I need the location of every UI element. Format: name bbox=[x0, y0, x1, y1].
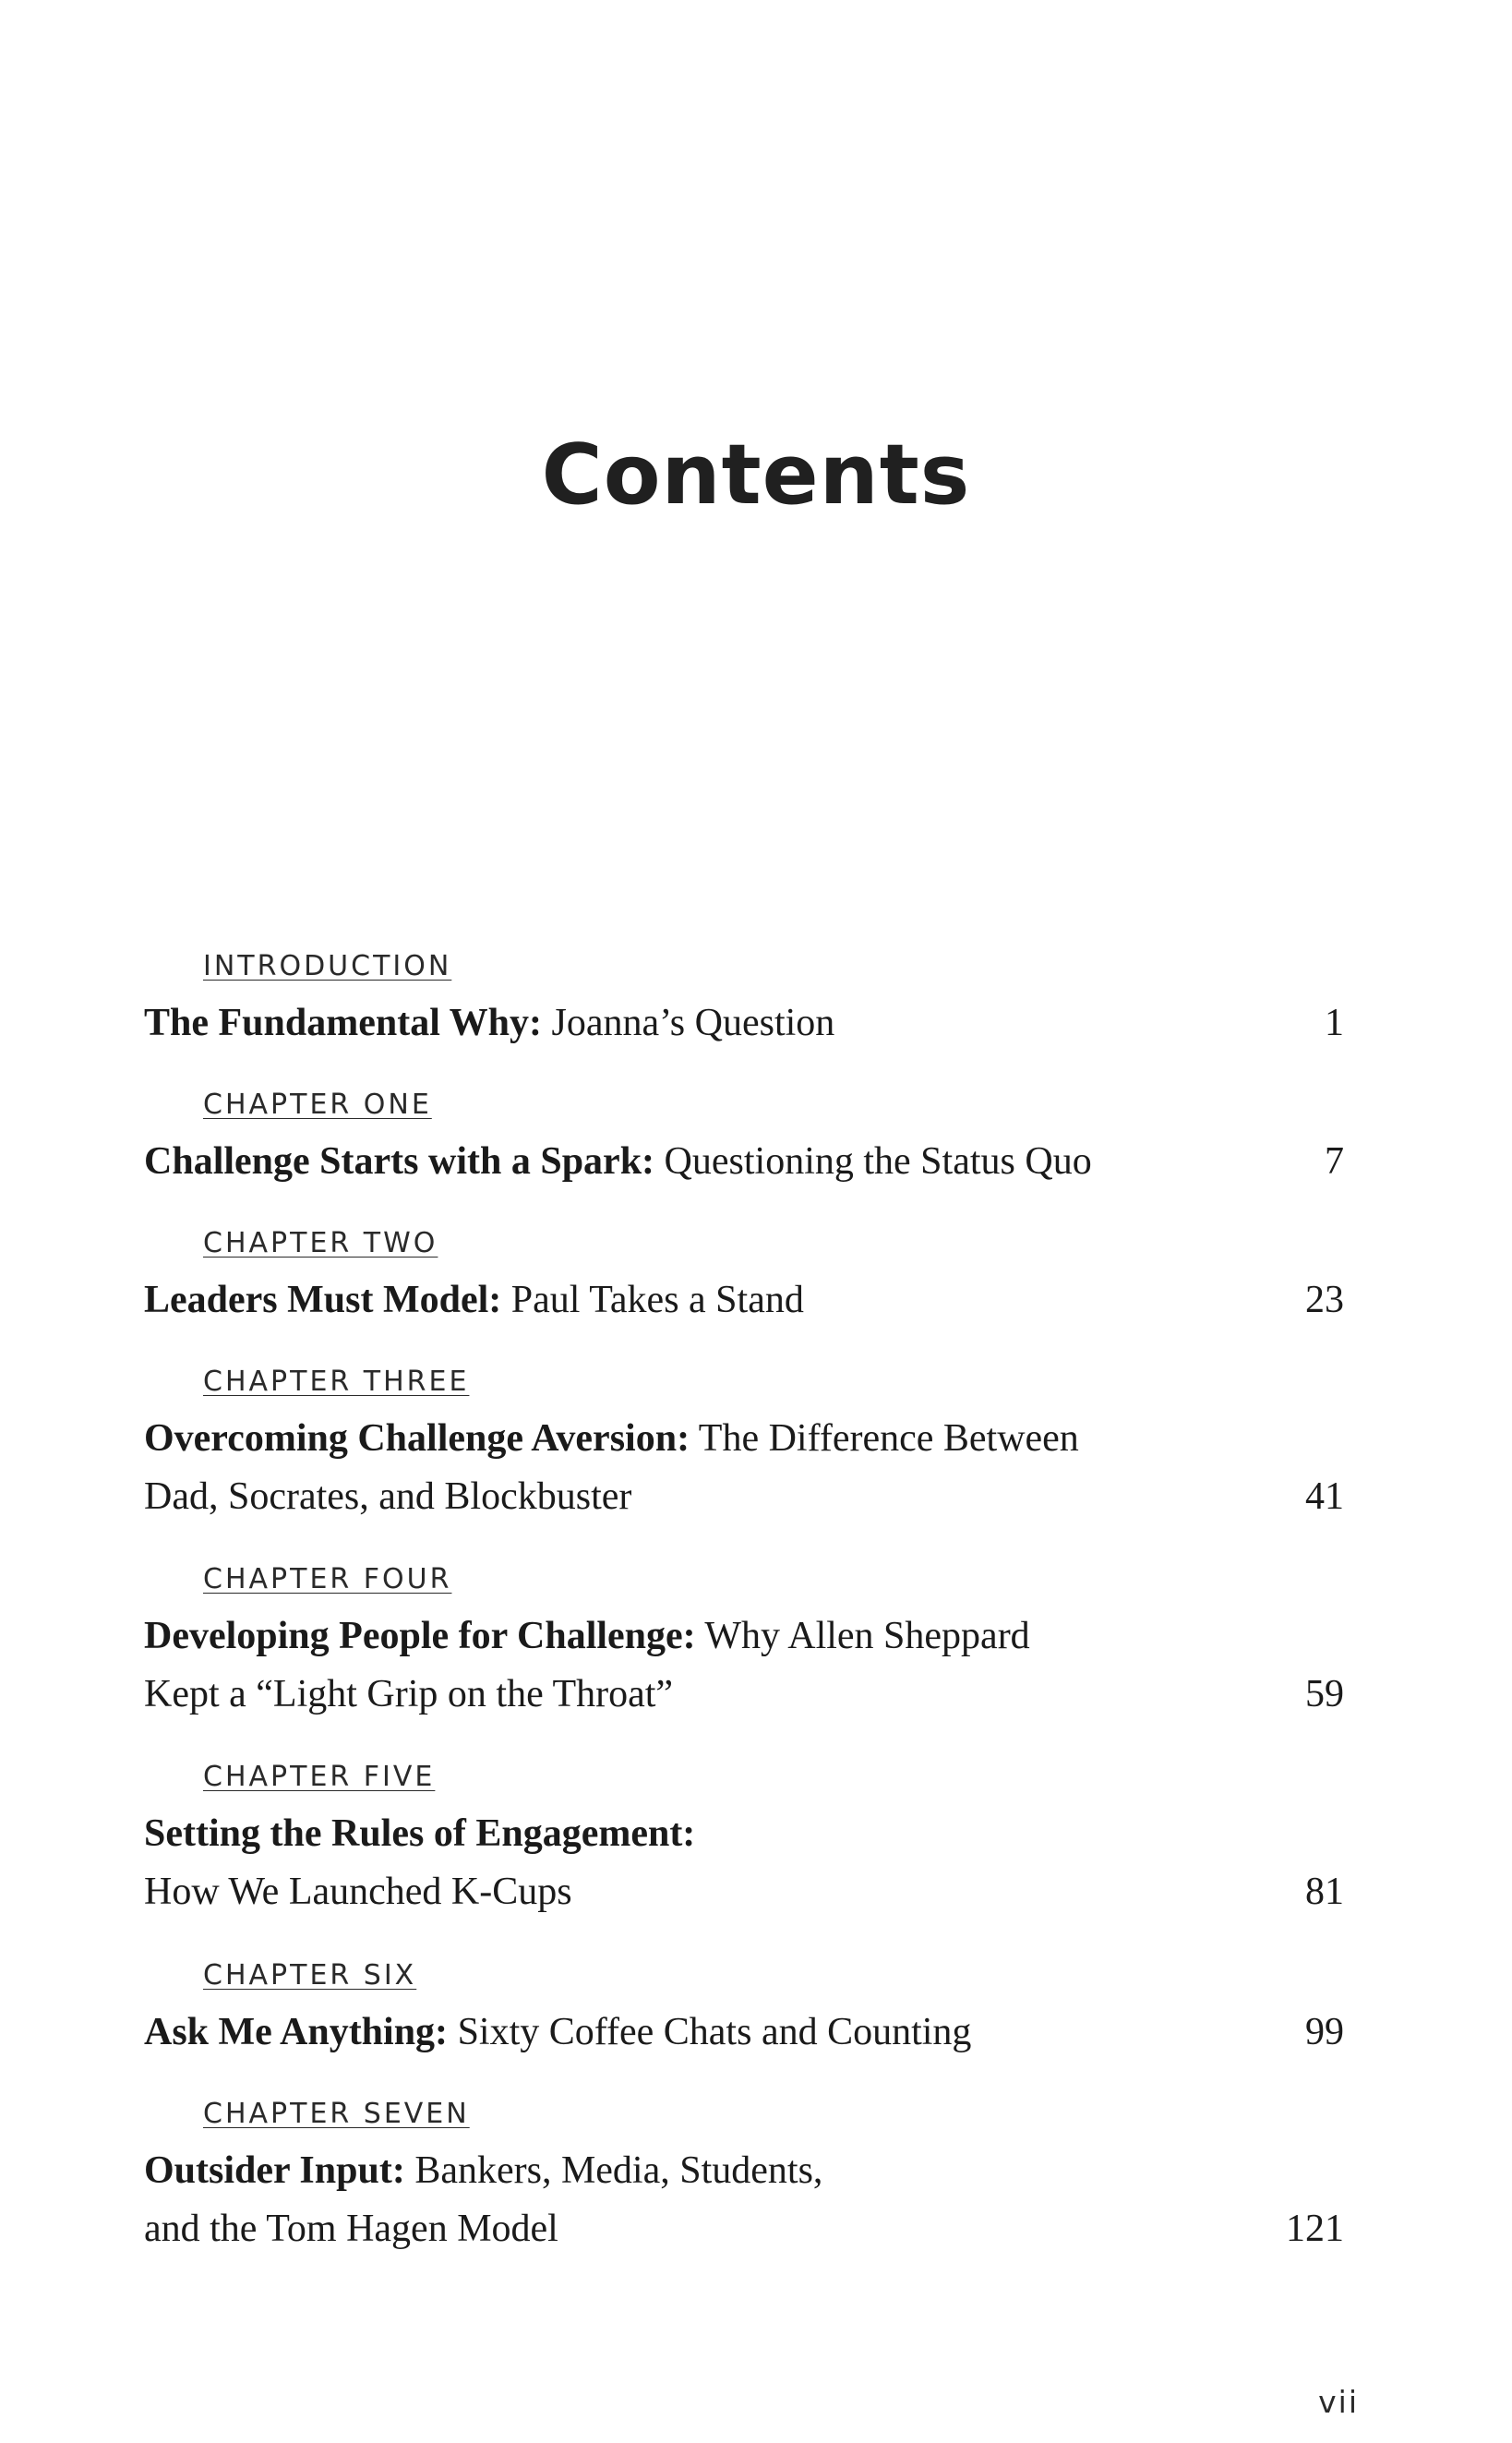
chapter-title-rest: Why Allen Sheppard bbox=[695, 1615, 1030, 1657]
chapter-title bbox=[144, 2013, 971, 2052]
chapter-title-continued: Kept a “Light Grip on the Throat” bbox=[144, 1673, 674, 1715]
page-folio: vii bbox=[1318, 2384, 1359, 2420]
chapter-label: CHAPTER SIX bbox=[203, 1959, 417, 1992]
chapter-label: CHAPTER TWO bbox=[203, 1227, 438, 1259]
chapter-label: CHAPTER FIVE bbox=[203, 1761, 436, 1793]
page-number: 1 bbox=[1325, 1002, 1344, 1044]
chapter-title-continued: and the Tom Hagen Model bbox=[144, 2208, 558, 2250]
chapter-title bbox=[144, 1814, 695, 1853]
page-number: 41 bbox=[1305, 1475, 1344, 1518]
chapter-title-bold: Challenge Starts with a Spark: bbox=[144, 1140, 655, 1183]
page-number: 99 bbox=[1305, 2011, 1344, 2053]
page-number: 59 bbox=[1305, 1673, 1344, 1715]
chapter-title-continued: Dad, Socrates, and Blockbuster bbox=[144, 1475, 632, 1518]
chapter-title-bold: Developing People for Challenge: bbox=[144, 1615, 696, 1657]
chapter-label: CHAPTER FOUR bbox=[203, 1563, 452, 1595]
toc-entry-chapter-seven[interactable] bbox=[144, 2098, 1344, 2250]
page-title: Contents bbox=[541, 427, 971, 524]
page-number: 23 bbox=[1305, 1279, 1344, 1321]
chapter-title-rest: Paul Takes a Stand bbox=[501, 1279, 804, 1321]
chapter-title-rest: Joanna’s Question bbox=[541, 1002, 835, 1044]
chapter-title-bold: Overcoming Challenge Aversion: bbox=[144, 1417, 690, 1460]
chapter-label: INTRODUCTION bbox=[203, 950, 452, 982]
toc-entry-introduction[interactable] bbox=[144, 950, 1344, 1044]
chapter-title bbox=[144, 1617, 1030, 1655]
chapter-title-bold: Setting the Rules of Engagement: bbox=[144, 1812, 696, 1855]
chapter-title-rest: Questioning the Status Quo bbox=[654, 1140, 1092, 1183]
chapter-title bbox=[144, 1142, 1092, 1181]
chapter-title-rest: The Difference Between bbox=[690, 1417, 1079, 1460]
chapter-title-continued: How We Launched K-Cups bbox=[144, 1871, 572, 1913]
chapter-title-bold: The Fundamental Why: bbox=[144, 1002, 542, 1044]
chapter-title-rest: Sixty Coffee Chats and Counting bbox=[448, 2011, 972, 2053]
chapter-label: CHAPTER SEVEN bbox=[203, 2098, 470, 2130]
chapter-title bbox=[144, 1004, 834, 1042]
toc-entry-chapter-one[interactable] bbox=[144, 1089, 1344, 1183]
page-number: 7 bbox=[1325, 1140, 1344, 1183]
chapter-title-rest: Bankers, Media, Students, bbox=[404, 2149, 823, 2192]
chapter-title-bold: Leaders Must Model: bbox=[144, 1279, 502, 1321]
chapter-title bbox=[144, 2151, 822, 2190]
page-number: 81 bbox=[1305, 1871, 1344, 1913]
chapter-title bbox=[144, 1419, 1079, 1458]
chapter-title bbox=[144, 1281, 804, 1319]
page-number: 121 bbox=[1286, 2208, 1344, 2250]
toc-entry-chapter-four[interactable] bbox=[144, 1563, 1344, 1715]
toc-entry-chapter-five[interactable] bbox=[144, 1761, 1344, 1913]
chapter-label: CHAPTER THREE bbox=[203, 1366, 470, 1398]
chapter-title-bold: Ask Me Anything: bbox=[144, 2011, 449, 2053]
chapter-title-bold: Outsider Input: bbox=[144, 2149, 405, 2192]
toc-entry-chapter-three[interactable] bbox=[144, 1366, 1344, 1518]
toc-entry-chapter-two[interactable] bbox=[144, 1227, 1344, 1321]
chapter-label: CHAPTER ONE bbox=[203, 1089, 432, 1121]
toc-entry-chapter-six[interactable] bbox=[144, 1959, 1344, 2053]
